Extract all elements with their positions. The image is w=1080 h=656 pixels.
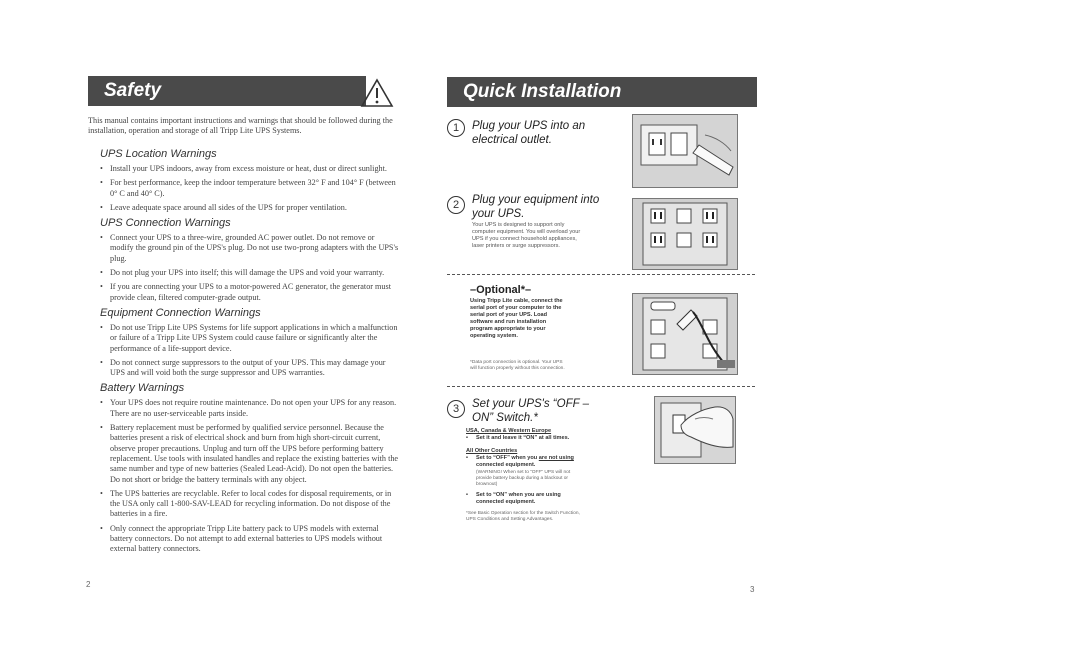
region-other-item-on: • Set to “ON” when you are using connected equipment. xyxy=(466,492,584,506)
warning-item: • The UPS batteries are recyclable. Refer to local codes for disposal requirements, or in the USA only call 1-800-SAV-LEAD for recycling information. Do not dispose of the batteries in a fire. xyxy=(100,489,400,520)
region-other-warning: (WARNING! When set to “OFF” UPS will not provide battery backup during a blackout or brownout) xyxy=(476,470,571,487)
ups-outlets-illustration xyxy=(632,198,738,270)
region-other-heading: All Other Countries xyxy=(466,448,518,454)
warning-item: • If you are connecting your UPS to a motor-powered AC generator, the generator must provide clean, filtered computer-grade output. xyxy=(100,282,400,303)
section-heading: Equipment Connection Warnings xyxy=(100,306,261,319)
step-3-footnote: *See Basic Operation section for the Switch Function, UPS Conditions and Setting Advantages. xyxy=(466,511,580,522)
section-heading: Battery Warnings xyxy=(100,382,185,395)
step-2-title: Plug your equipment into your UPS. xyxy=(472,194,600,220)
warning-item: • Your UPS does not require routine maintenance. Do not open your UPS for any reason. There are no user-serviceable parts inside. xyxy=(100,398,400,419)
warning-item: • Battery replacement must be performed by qualified service personnel. Because the batteries present a risk of electrical shock and burn from high short-circuit current, observe proper precautions. Unplug and turn off the UPS before performing battery replacement. Use tools with insulated handles and replace the existing batteries with the same number and type of new batteries (Sealed Lead-Acid). Do not open the batteries. Do not short or bridge the battery terminals with any object. xyxy=(100,423,400,485)
serial-cable-illustration xyxy=(632,293,738,375)
section-list xyxy=(100,233,400,303)
section-list xyxy=(100,164,400,213)
quick-installation-banner: Quick Installation xyxy=(447,77,757,107)
region-other-item-off: • Set to “OFF” when you are not using connected equipment. (WARNING! When set to “OFF” UPS will not provide battery backup during a blackout or brownout) xyxy=(466,455,584,488)
page-number-right: 3 xyxy=(750,585,755,594)
warning-item: • For best performance, keep the indoor temperature between 32° F and 104° F (between 0° C and 40° C). xyxy=(100,178,400,199)
step-3-title: Set your UPS's “OFF – ON” Switch.* xyxy=(472,398,590,424)
warning-item: • Do not plug your UPS into itself; this will damage the UPS and void your warranty. xyxy=(100,268,400,278)
region-usa-item: • Set it and leave it “ON” at all times. xyxy=(466,435,584,442)
page-number-left: 2 xyxy=(86,580,91,589)
warning-item: • Connect your UPS to a three-wire, grounded AC power outlet. Do not remove or modify the ground pin of the UPS's plug. Do not use two-prong adapters with the UPS's plug. xyxy=(100,233,400,264)
safety-sections xyxy=(100,148,400,559)
region-usa-heading: USA, Canada & Western Europe xyxy=(466,428,552,434)
warning-triangle-icon xyxy=(360,78,394,108)
section-list xyxy=(100,323,400,378)
safety-intro: This manual contains important instructions and warnings that should be followed during the installation, operation and storage of all Tripp Lite UPS Systems. xyxy=(88,116,393,136)
step-1-number: 1 xyxy=(447,119,465,137)
step-3-number: 3 xyxy=(447,400,465,418)
outlet-plug-illustration xyxy=(632,114,738,188)
step-1-title: Plug your UPS into an electrical outlet. xyxy=(472,120,586,146)
step-2-note: Your UPS is designed to support only computer equipment. You will overload your UPS if you connect household appliances, laser printers or surge suppressors. xyxy=(472,222,581,249)
optional-separator-bottom xyxy=(447,386,755,387)
section-heading: UPS Location Warnings xyxy=(100,148,217,160)
section-heading: UPS Connection Warnings xyxy=(100,217,231,230)
switch-hand-illustration xyxy=(654,396,736,464)
optional-separator-top xyxy=(447,274,755,275)
optional-text: Using Tripp Lite cable, connect the serial port of your computer to the serial port of your UPS. Load software and run installation program appropriate to your operating system. xyxy=(470,298,563,339)
step-3-instructions xyxy=(466,428,584,523)
step-2-number: 2 xyxy=(447,196,465,214)
section-list xyxy=(100,398,400,554)
optional-title: –Optional*– xyxy=(470,284,532,296)
warning-item: • Only connect the appropriate Tripp Lite battery pack to UPS models with external battery connectors. Do not attempt to add external batteries to UPS models without external battery connectors. xyxy=(100,524,400,555)
warning-item: • Do not connect surge suppressors to the output of your UPS. This may damage your UPS and will void both the surge suppressor and UPS warranties. xyxy=(100,358,400,379)
warning-item: • Leave adequate space around all sides of the UPS for proper ventilation. xyxy=(100,203,400,213)
safety-banner: Safety xyxy=(88,76,366,106)
warning-item: • Install your UPS indoors, away from excess moisture or heat, dust or direct sunlight. xyxy=(100,164,400,174)
warning-item: • Do not use Tripp Lite UPS Systems for life support applications in which a malfunction or failure of a Tripp Lite UPS System could cause failure or significantly alter the performance of a life-support device. xyxy=(100,323,400,354)
optional-footnote: *Data port connection is optional. Your UPS will function properly without this connection. xyxy=(470,360,565,371)
